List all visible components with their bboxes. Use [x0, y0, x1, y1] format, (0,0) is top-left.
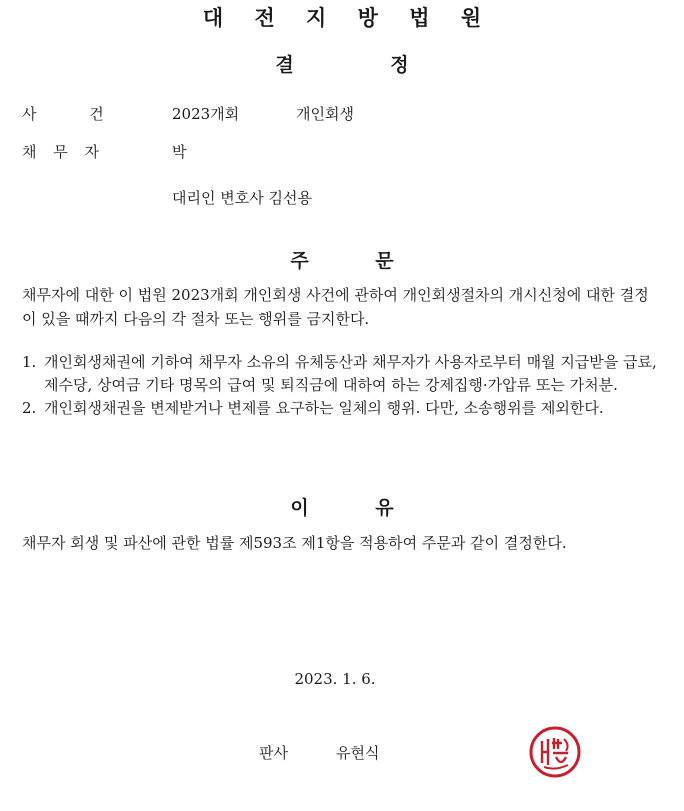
- list-item-number: 1.: [22, 353, 37, 371]
- list-item-text: 개인회생채권에 기하여 채무자 소유의 유체동산과 채무자가 사용자로부터 매월 지급받을 급료, 제수당, 상여금 기타 명목의 급여 및 퇴직금에 대하여 하는 강제집행·가압류 또는 가처분.: [44, 353, 657, 394]
- decision-title: 결 정: [275, 54, 409, 76]
- case-number: 2023개회: [172, 105, 240, 123]
- order-title: 주 문: [290, 250, 394, 272]
- decision-date: 2023. 1. 6.: [294, 670, 376, 688]
- judge-name: 유현식: [336, 744, 380, 762]
- case-label: 사 건: [22, 105, 104, 123]
- debtor-name: 박: [172, 143, 187, 161]
- reason-title: 이 유: [290, 497, 394, 519]
- order-intro: 채무자에 대한 이 법원 2023개회 개인회생 사건에 관하여 개인회생절차의 개시신청에 대한 결정이 있을 때까지 다음의 각 절차 또는 행위를 금지한다.: [22, 286, 649, 328]
- list-item: [22, 351, 662, 397]
- judge-seal-icon: [528, 725, 582, 779]
- list-item-text: 개인회생채권을 변제받거나 변제를 요구하는 일체의 행위. 다만, 소송행위를 제외한다.: [44, 399, 604, 417]
- list-item: [22, 397, 662, 420]
- judge-title: 판사: [259, 744, 288, 762]
- court-name: 대 전 지 방 법 원: [202, 6, 494, 30]
- order-list: [22, 351, 662, 420]
- reason-text: 채무자 회생 및 파산에 관한 법률 제593조 제1항을 적용하여 주문과 같이 결정한다.: [22, 534, 567, 552]
- agent-line: 대리인 변호사 김선용: [172, 189, 312, 207]
- case-name: 개인회생: [296, 105, 354, 123]
- list-item-number: 2.: [22, 399, 37, 417]
- debtor-label: 채 무 자: [22, 143, 100, 161]
